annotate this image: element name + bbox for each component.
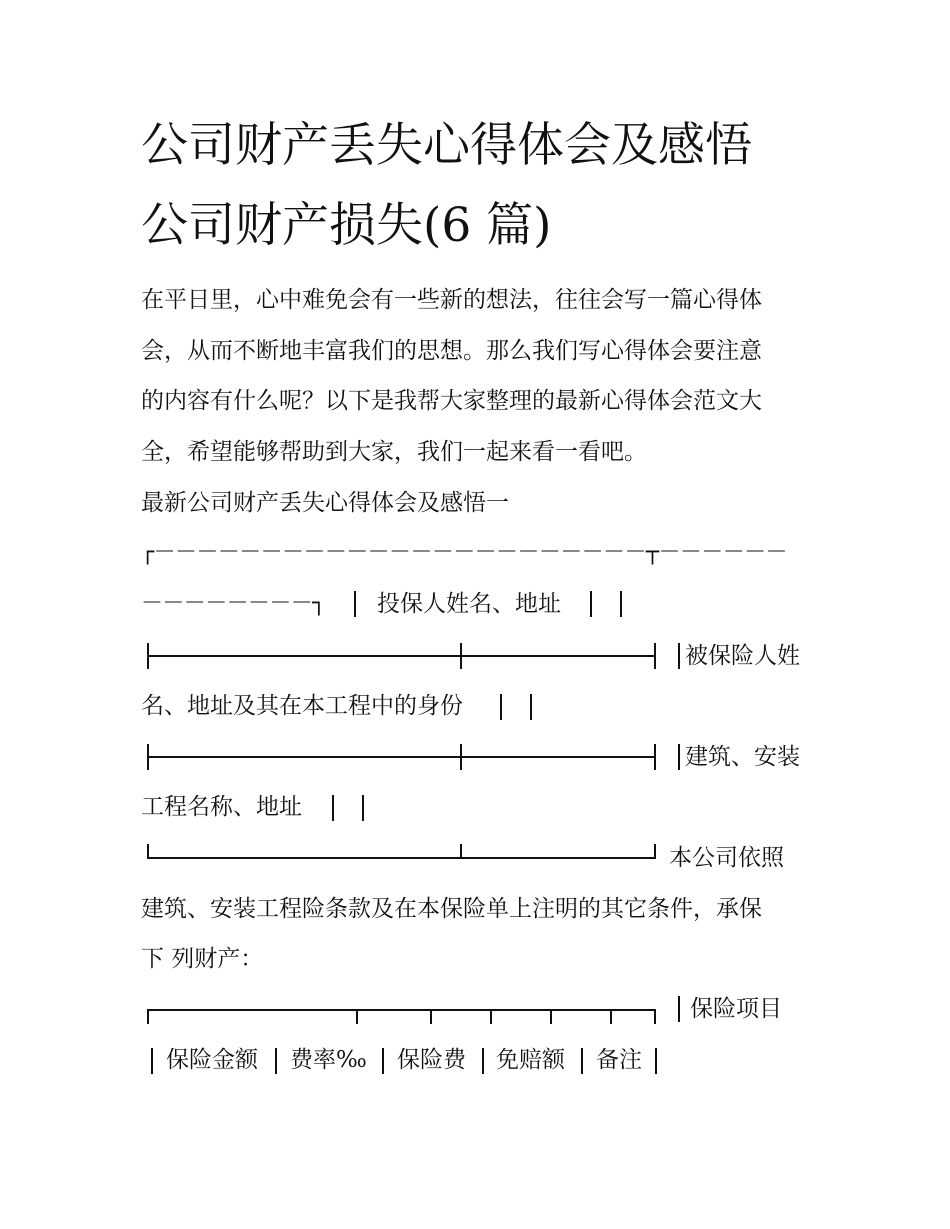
form-divider — [655, 1048, 657, 1074]
column-header: 免赔额 — [496, 1047, 565, 1073]
project-label: 建筑、安装 — [685, 744, 800, 770]
form-rule — [147, 857, 656, 859]
column-header: 费率‰ — [290, 1047, 367, 1073]
form-divider — [362, 795, 364, 821]
form-divider — [654, 744, 656, 770]
form-divider — [550, 1009, 552, 1024]
form-divider — [500, 694, 502, 720]
form-border-second: －－－－－－－－┐ — [141, 591, 325, 616]
form-divider — [460, 643, 462, 669]
form-divider — [147, 844, 149, 859]
form-divider — [430, 1009, 432, 1024]
page-title-line-2: 公司财产损失(6 篇) — [141, 198, 552, 253]
form-divider — [356, 1009, 358, 1024]
form-divider — [678, 744, 680, 770]
section-heading: 最新公司财产丢失心得体会及感悟一 — [141, 490, 509, 516]
form-divider — [482, 1048, 484, 1074]
form-divider — [654, 844, 656, 859]
intro-line: 的内容有什么呢？以下是我帮大家整理的最新心得体会范文大 — [141, 388, 762, 414]
applicant-label: 投保人姓名、地址 — [377, 591, 561, 617]
form-divider — [147, 744, 149, 770]
form-rule — [147, 756, 654, 758]
statement-text-end: 下 列财产： — [141, 946, 264, 972]
form-divider — [354, 591, 356, 617]
statement-text: 本公司依照 — [669, 845, 784, 871]
form-divider — [460, 844, 462, 859]
column-header: 保险费 — [397, 1047, 466, 1073]
form-divider — [382, 1048, 384, 1074]
items-label: 保险项目 — [690, 996, 782, 1022]
form-divider — [147, 1009, 149, 1024]
form-rule — [147, 1009, 656, 1011]
form-divider — [332, 795, 334, 821]
form-divider — [151, 1048, 153, 1074]
column-header: 备注 — [596, 1047, 642, 1073]
form-divider — [530, 694, 532, 720]
form-divider — [654, 1009, 656, 1024]
form-divider — [654, 643, 656, 669]
form-divider — [678, 643, 680, 669]
form-divider — [581, 1048, 583, 1074]
form-divider — [678, 996, 680, 1022]
form-divider — [590, 591, 592, 617]
form-border-top: ┌－－－－－－－－－－－－－－－－－－－－－－－┬－－－－－－ — [141, 540, 787, 565]
project-label-cont: 工程名称、地址 — [141, 794, 302, 820]
insured-label: 被保险人姓 — [685, 643, 800, 669]
intro-line: 全，希望能够帮助到大家，我们一起来看一看吧。 — [141, 439, 647, 465]
page-title: 公司财产丢失心得体会及感悟 — [141, 118, 752, 173]
form-divider — [620, 591, 622, 617]
form-divider — [275, 1048, 277, 1074]
form-rule — [147, 655, 654, 657]
statement-text-cont: 建筑、安装工程险条款及在本保险单上注明的其它条件，承保 — [141, 896, 762, 922]
insured-label-cont: 名、地址及其在本工程中的身份 — [141, 693, 463, 719]
form-divider — [610, 1009, 612, 1024]
column-header: 保险金额 — [166, 1047, 258, 1073]
form-divider — [147, 643, 149, 669]
intro-line: 会，从而不断地丰富我们的思想。那么我们写心得体会要注意 — [141, 338, 762, 364]
intro-line: 在平日里，心中难免会有一些新的想法，往往会写一篇心得体 — [141, 287, 762, 313]
form-divider — [460, 744, 462, 770]
form-divider — [490, 1009, 492, 1024]
